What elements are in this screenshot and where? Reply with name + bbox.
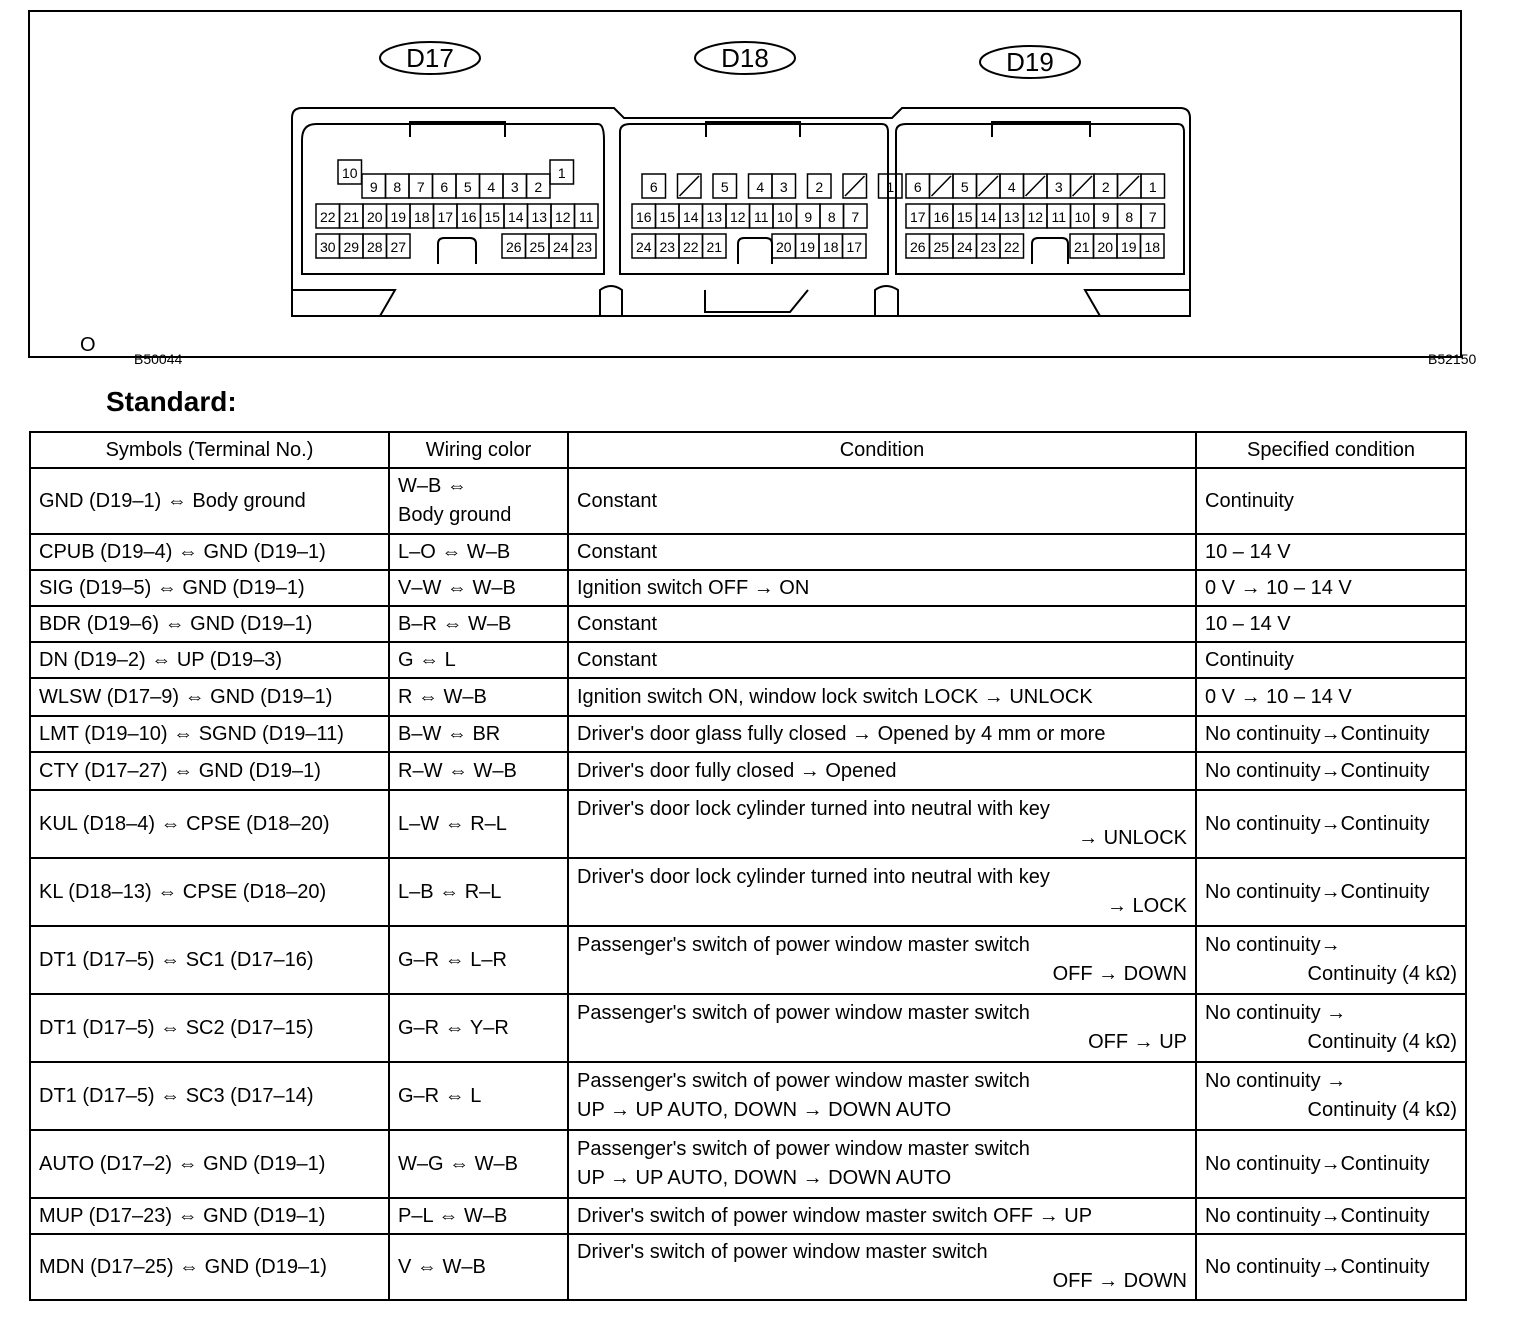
pin-number: 30 xyxy=(319,239,336,255)
symbol-cell xyxy=(30,926,389,994)
symbol-cell-line1: DT1 (D17–5) ⇔ SC1 (D17–16) xyxy=(39,948,314,971)
specified-condition-cell-line1: No continuity → xyxy=(1205,1002,1347,1024)
specified-condition-cell xyxy=(1196,716,1466,752)
pin-number: 24 xyxy=(552,239,569,255)
specified-condition-cell xyxy=(1196,642,1466,678)
pin-number: 9 xyxy=(369,179,378,195)
symbol-cell xyxy=(30,570,389,606)
wiring-color-cell-line1: R ⇔ W–B xyxy=(398,685,487,708)
pin-number: 22 xyxy=(1003,239,1020,255)
table-row xyxy=(30,994,1466,1062)
specified-condition-cell-line1: Continuity xyxy=(1205,648,1294,671)
pin-number: 2 xyxy=(815,179,824,195)
symbol-cell xyxy=(30,1130,389,1198)
pin-number: 11 xyxy=(578,209,594,225)
condition-cell-line1: Ignition switch OFF → ON xyxy=(577,576,810,599)
symbol-cell-line1: WLSW (D17–9) ⇔ GND (D19–1) xyxy=(39,685,333,708)
pin-number: 25 xyxy=(529,239,546,255)
symbol-cell xyxy=(30,1234,389,1300)
symbol-cell-line1: GND (D19–1) ⇔ Body ground xyxy=(39,489,306,512)
pin-number: 16 xyxy=(460,209,477,225)
figure-code-right: B52150 xyxy=(1428,351,1477,367)
specified-condition-cell xyxy=(1196,790,1466,858)
condition-cell-line1: Driver's door lock cylinder turned into neutral with key xyxy=(577,866,1050,888)
pin-number: 13 xyxy=(1003,209,1020,225)
condition-cell-line1: Passenger's switch of power window master switch xyxy=(577,934,1030,956)
pin-number: 12 xyxy=(1027,209,1044,225)
condition-cell xyxy=(568,926,1196,994)
table-row xyxy=(30,1234,1466,1300)
pin-number: 22 xyxy=(682,239,699,255)
symbol-cell-line1: BDR (D19–6) ⇔ GND (D19–1) xyxy=(39,612,313,635)
pin-number: 28 xyxy=(366,239,383,255)
pin-number: 16 xyxy=(635,209,652,225)
wiring-color-cell xyxy=(389,1198,568,1234)
condition-cell xyxy=(568,858,1196,926)
blank-cavity-mark xyxy=(1120,176,1140,196)
pin-number: 13 xyxy=(706,209,723,225)
wiring-color-cell xyxy=(389,1062,568,1130)
condition-cell-line1: Driver's door fully closed → Opened xyxy=(577,759,897,782)
table-row xyxy=(30,606,1466,642)
pin-number: 18 xyxy=(413,209,430,225)
pin-number: 19 xyxy=(390,209,407,225)
condition-cell-line1: Constant xyxy=(577,648,658,671)
specified-condition-cell-line1: No continuity→Continuity xyxy=(1205,759,1430,782)
pin-number: 21 xyxy=(1073,239,1090,255)
pin-number: 5 xyxy=(720,179,729,195)
wiring-color-cell-line1: G–R ⇔ L xyxy=(398,1084,482,1107)
condition-cell-line2: → UNLOCK xyxy=(1078,827,1187,849)
pin-number: 24 xyxy=(956,239,973,255)
wiring-color-cell-line1: G–R ⇔ Y–R xyxy=(398,1016,509,1039)
pin-number: 5 xyxy=(960,179,969,195)
specified-condition-cell-line1: No continuity→Continuity xyxy=(1205,1152,1430,1175)
condition-cell-line2: UP → UP AUTO, DOWN → DOWN AUTO xyxy=(577,1167,952,1189)
pin-number: 17 xyxy=(846,239,863,255)
wiring-color-cell xyxy=(389,468,568,534)
table-row xyxy=(30,716,1466,752)
blank-cavity-mark xyxy=(979,176,999,196)
pin-number: 4 xyxy=(1007,179,1016,195)
table-body xyxy=(30,468,1466,1300)
wiring-color-cell-line1: G–R ⇔ L–R xyxy=(398,948,507,971)
specified-condition-cell xyxy=(1196,994,1466,1062)
specified-condition-cell-line1: No continuity→Continuity xyxy=(1205,1255,1430,1278)
specified-condition-cell xyxy=(1196,468,1466,534)
pin-number: 2 xyxy=(534,179,543,195)
symbol-cell-line1: CTY (D17–27) ⇔ GND (D19–1) xyxy=(39,759,321,782)
symbol-cell-line1: LMT (D19–10) ⇔ SGND (D19–11) xyxy=(39,722,344,745)
table-header-row xyxy=(30,432,1466,468)
condition-cell-line2: OFF → DOWN xyxy=(1052,1270,1187,1292)
condition-cell-line2: OFF → DOWN xyxy=(1052,963,1187,985)
condition-cell xyxy=(568,570,1196,606)
condition-cell-line1: Passenger's switch of power window master switch xyxy=(577,1138,1030,1160)
pin-number: 1 xyxy=(557,165,566,181)
pin-number: 9 xyxy=(804,209,813,225)
specified-condition-cell-line1: 0 V → 10 – 14 V xyxy=(1205,576,1352,599)
pin-number: 24 xyxy=(635,239,652,255)
symbol-cell xyxy=(30,606,389,642)
pin-number: 6 xyxy=(913,179,922,195)
symbol-cell xyxy=(30,1198,389,1234)
pin-number: 15 xyxy=(956,209,973,225)
pin-number: 4 xyxy=(756,179,765,195)
symbol-cell xyxy=(30,858,389,926)
condition-cell-line2: UP → UP AUTO, DOWN → DOWN AUTO xyxy=(577,1099,952,1121)
symbol-cell xyxy=(30,642,389,678)
wiring-color-cell xyxy=(389,994,568,1062)
pin-number: 23 xyxy=(980,239,997,255)
pin-number: 16 xyxy=(933,209,950,225)
pin-number: 9 xyxy=(1101,209,1110,225)
pin-number: 21 xyxy=(706,239,723,255)
wiring-color-cell-line1: W–G ⇔ W–B xyxy=(398,1152,519,1175)
condition-cell xyxy=(568,1062,1196,1130)
wiring-color-cell-line1: B–W ⇔ BR xyxy=(398,722,501,745)
wiring-color-cell xyxy=(389,926,568,994)
pin-number: 6 xyxy=(440,179,449,195)
symbol-cell xyxy=(30,752,389,790)
header-condition: Condition xyxy=(568,432,1196,468)
wiring-color-cell xyxy=(389,858,568,926)
blank-cavity-mark xyxy=(680,176,700,196)
condition-cell-line1: Driver's switch of power window master switch xyxy=(577,1241,988,1263)
specified-condition-cell xyxy=(1196,1234,1466,1300)
pin-number: 10 xyxy=(1074,209,1091,225)
condition-cell xyxy=(568,678,1196,716)
pin-number: 4 xyxy=(487,179,496,195)
wiring-color-cell xyxy=(389,606,568,642)
pin-number: 17 xyxy=(437,209,454,225)
table-row xyxy=(30,678,1466,716)
symbol-cell-line1: MDN (D17–25) ⇔ GND (D19–1) xyxy=(39,1255,327,1278)
wiring-color-cell-line1: V ⇔ W–B xyxy=(398,1255,486,1278)
wiring-color-cell xyxy=(389,716,568,752)
pin-number: 14 xyxy=(507,209,524,225)
table-row xyxy=(30,642,1466,678)
specified-condition-cell-line1: No continuity→ xyxy=(1205,934,1341,956)
condition-cell xyxy=(568,1130,1196,1198)
pin-number: 23 xyxy=(576,239,593,255)
condition-cell-line2: OFF → UP xyxy=(1088,1031,1187,1053)
wiring-color-cell xyxy=(389,678,568,716)
specified-condition-cell xyxy=(1196,570,1466,606)
condition-cell xyxy=(568,716,1196,752)
wiring-color-cell-line1: B–R ⇔ W–B xyxy=(398,612,512,635)
pin-number: 3 xyxy=(510,179,519,195)
pin-number: 6 xyxy=(649,179,658,195)
symbol-cell xyxy=(30,678,389,716)
symbol-cell-line1: SIG (D19–5) ⇔ GND (D19–1) xyxy=(39,576,305,599)
wiring-color-cell-line1: P–L ⇔ W–B xyxy=(398,1204,508,1227)
pin-number: 7 xyxy=(1148,209,1157,225)
standard-table xyxy=(29,431,1467,1301)
condition-cell-line1: Passenger's switch of power window master switch xyxy=(577,1070,1030,1092)
pin-number: 29 xyxy=(343,239,360,255)
wiring-color-cell-line1: R–W ⇔ W–B xyxy=(398,759,517,782)
symbol-cell-line1: KUL (D18–4) ⇔ CPSE (D18–20) xyxy=(39,812,330,835)
header-symbols: Symbols (Terminal No.) xyxy=(30,432,389,468)
table-row xyxy=(30,1198,1466,1234)
table-row xyxy=(30,790,1466,858)
blank-cavity-mark xyxy=(932,176,952,196)
wiring-color-cell xyxy=(389,1234,568,1300)
specified-condition-cell-line1: 10 – 14 V xyxy=(1205,540,1291,563)
specified-condition-cell xyxy=(1196,1130,1466,1198)
symbol-cell xyxy=(30,716,389,752)
pin-number: 21 xyxy=(343,209,360,225)
condition-cell xyxy=(568,534,1196,570)
symbol-cell xyxy=(30,534,389,570)
pin-number: 14 xyxy=(682,209,699,225)
specified-condition-cell xyxy=(1196,534,1466,570)
pin-number: 20 xyxy=(1097,239,1114,255)
specified-condition-cell xyxy=(1196,858,1466,926)
condition-cell-line1: Passenger's switch of power window master switch xyxy=(577,1002,1030,1024)
condition-cell-line1: Constant xyxy=(577,489,658,512)
pin-number: 23 xyxy=(659,239,676,255)
specified-condition-cell-line1: No continuity→Continuity xyxy=(1205,722,1430,745)
specified-condition-cell-line1: No continuity→Continuity xyxy=(1205,880,1430,903)
pin-number: 5 xyxy=(463,179,472,195)
pin-number: 20 xyxy=(366,209,383,225)
specified-condition-cell-line2: Continuity (4 kΩ) xyxy=(1307,1099,1457,1121)
blank-cavity-mark xyxy=(1073,176,1093,196)
specified-condition-cell-line1: Continuity xyxy=(1205,489,1294,512)
symbol-cell-line1: DN (D19–2) ⇔ UP (D19–3) xyxy=(39,648,283,671)
pin-number: 3 xyxy=(779,179,788,195)
table-row xyxy=(30,1130,1466,1198)
pin-number: 15 xyxy=(484,209,501,225)
blank-cavity-mark xyxy=(845,176,865,196)
symbol-cell-line1: MUP (D17–23) ⇔ GND (D19–1) xyxy=(39,1204,326,1227)
symbol-cell-line1: CPUB (D19–4) ⇔ GND (D19–1) xyxy=(39,540,326,563)
wiring-color-cell-line1: W–B ⇔ xyxy=(398,475,467,497)
condition-cell xyxy=(568,642,1196,678)
condition-cell-line1: Driver's door glass fully closed → Opened by 4 mm or more xyxy=(577,722,1106,745)
table-row xyxy=(30,752,1466,790)
symbol-cell-line1: DT1 (D17–5) ⇔ SC2 (D17–15) xyxy=(39,1016,314,1039)
specified-condition-cell-line1: No continuity → xyxy=(1205,1070,1347,1092)
pin-number: 26 xyxy=(505,239,522,255)
condition-cell xyxy=(568,468,1196,534)
table-row xyxy=(30,1062,1466,1130)
pin-number: 14 xyxy=(980,209,997,225)
blank-cavity-mark xyxy=(1026,176,1046,196)
symbol-cell xyxy=(30,468,389,534)
wiring-color-cell-line1: G ⇔ L xyxy=(398,648,456,671)
standard-heading: Standard: xyxy=(106,386,237,417)
pin-number: 26 xyxy=(909,239,926,255)
specified-condition-cell-line1: 10 – 14 V xyxy=(1205,612,1291,635)
pin-number: 22 xyxy=(319,209,336,225)
pin-number: 3 xyxy=(1054,179,1063,195)
pin-number: 17 xyxy=(909,209,926,225)
condition-cell xyxy=(568,1234,1196,1300)
table-row xyxy=(30,534,1466,570)
connector-diagram xyxy=(30,12,1460,356)
wiring-color-cell-line1: L–O ⇔ W–B xyxy=(398,540,511,563)
table-row xyxy=(30,858,1466,926)
specified-condition-cell-line2: Continuity (4 kΩ) xyxy=(1307,963,1457,985)
symbol-cell-line1: AUTO (D17–2) ⇔ GND (D19–1) xyxy=(39,1152,326,1175)
symbol-cell xyxy=(30,1062,389,1130)
pin-number: 11 xyxy=(753,209,769,225)
wiring-color-cell xyxy=(389,534,568,570)
specified-condition-cell xyxy=(1196,752,1466,790)
specified-condition-cell-line1: No continuity→Continuity xyxy=(1205,812,1430,835)
condition-cell xyxy=(568,606,1196,642)
pin-number: 10 xyxy=(776,209,793,225)
pin-number: 12 xyxy=(554,209,571,225)
pin-number: 25 xyxy=(933,239,950,255)
condition-cell-line1: Ignition switch ON, window lock switch LOCK → UNLOCK xyxy=(577,685,1093,708)
condition-cell-line1: Constant xyxy=(577,540,658,563)
header-wiring-color: Wiring color xyxy=(389,432,568,468)
condition-cell-line2: → LOCK xyxy=(1106,895,1187,917)
pin-number: 15 xyxy=(659,209,676,225)
pin-number: 19 xyxy=(799,239,816,255)
condition-cell xyxy=(568,752,1196,790)
wiring-color-cell-line1: V–W ⇔ W–B xyxy=(398,576,516,599)
connector-label-d17: D17 xyxy=(406,43,454,73)
condition-cell-line1: Driver's switch of power window master switch OFF → UP xyxy=(577,1204,1093,1227)
pin-number: 7 xyxy=(851,209,860,225)
specified-condition-cell xyxy=(1196,1062,1466,1130)
wiring-color-cell-line1: L–W ⇔ R–L xyxy=(398,812,507,835)
figure-code-left: B50044 xyxy=(134,351,183,367)
pin-number: 18 xyxy=(822,239,839,255)
wiring-color-cell xyxy=(389,642,568,678)
wiring-color-cell-line1: L–B ⇔ R–L xyxy=(398,880,502,903)
symbol-cell-line1: DT1 (D17–5) ⇔ SC3 (D17–14) xyxy=(39,1084,314,1107)
pin-number: 8 xyxy=(1125,209,1134,225)
specified-condition-cell-line2: Continuity (4 kΩ) xyxy=(1307,1031,1457,1053)
pin-number: 7 xyxy=(416,179,425,195)
wiring-color-cell xyxy=(389,1130,568,1198)
symbol-cell-line1: KL (D18–13) ⇔ CPSE (D18–20) xyxy=(39,880,327,903)
header-specified-condition: Specified condition xyxy=(1196,432,1466,468)
pin-number: 11 xyxy=(1051,209,1067,225)
specified-condition-cell xyxy=(1196,678,1466,716)
table-row xyxy=(30,468,1466,534)
connector-label-d18: D18 xyxy=(721,43,769,73)
specified-condition-cell-line1: No continuity→Continuity xyxy=(1205,1204,1430,1227)
pin-number: 12 xyxy=(729,209,746,225)
pin-number: 10 xyxy=(341,165,358,181)
pin-number: 1 xyxy=(1148,179,1157,195)
corner-mark: O xyxy=(80,334,96,356)
wiring-color-cell xyxy=(389,570,568,606)
specified-condition-cell xyxy=(1196,926,1466,994)
specified-condition-cell-line1: 0 V → 10 – 14 V xyxy=(1205,685,1352,708)
wiring-color-cell-line2: Body ground xyxy=(398,504,512,526)
table-row xyxy=(30,570,1466,606)
pin-number: 27 xyxy=(390,239,407,255)
pin-number: 8 xyxy=(393,179,402,195)
condition-cell-line1: Driver's door lock cylinder turned into neutral with key xyxy=(577,798,1050,820)
condition-cell xyxy=(568,994,1196,1062)
connector-label-d19: D19 xyxy=(1006,47,1054,77)
connector-diagram-panel xyxy=(28,10,1477,367)
pin-number: 20 xyxy=(775,239,792,255)
pin-number: 19 xyxy=(1120,239,1137,255)
symbol-cell xyxy=(30,994,389,1062)
wiring-color-cell xyxy=(389,752,568,790)
specified-condition-cell xyxy=(1196,1198,1466,1234)
pin-number: 13 xyxy=(531,209,548,225)
condition-cell-line1: Constant xyxy=(577,612,658,635)
wiring-color-cell xyxy=(389,790,568,858)
pin-number: 8 xyxy=(827,209,836,225)
pin-number: 18 xyxy=(1144,239,1161,255)
pin-grid xyxy=(316,160,1165,258)
condition-cell xyxy=(568,790,1196,858)
table-row xyxy=(30,926,1466,994)
condition-cell xyxy=(568,1198,1196,1234)
pin-number: 2 xyxy=(1101,179,1110,195)
pin-number: 1 xyxy=(886,179,895,195)
specified-condition-cell xyxy=(1196,606,1466,642)
symbol-cell xyxy=(30,790,389,858)
